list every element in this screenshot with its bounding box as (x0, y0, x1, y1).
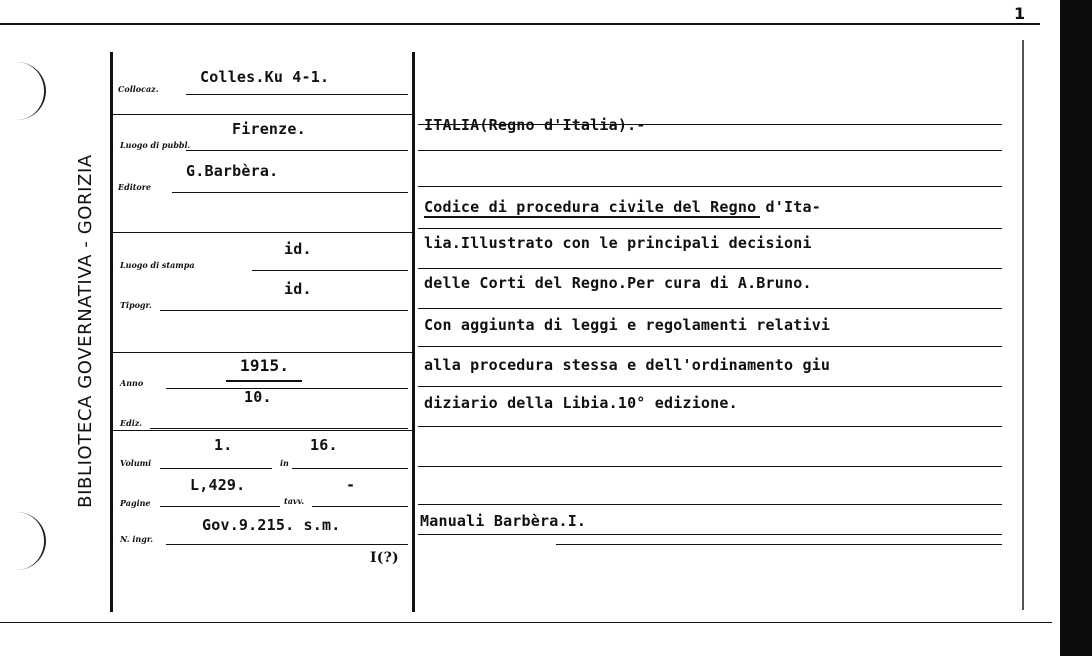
tavole-rule (312, 506, 408, 507)
volumi-value: 1. (214, 436, 233, 454)
n-ingr-value: Gov.9.215. s.m. (202, 516, 341, 534)
title-line-3: delle Corti del Regno.Per cura di A.Bruno. (424, 274, 812, 292)
card-right-border (1022, 40, 1024, 610)
title-line-5: alla procedura stessa e dell'ordinamento giu (424, 356, 831, 374)
group-sep-1 (112, 114, 412, 115)
anno-label: Anno (120, 378, 144, 388)
desc-rule-5 (418, 268, 1002, 269)
group-sep-2 (112, 232, 412, 233)
tavole-label: tavv. (284, 496, 305, 506)
volumi-label: Volumi (120, 458, 152, 468)
luogo-pubbl-rule (186, 150, 408, 151)
desc-rule-9 (418, 426, 1002, 427)
edizione-value: 10. (244, 388, 272, 406)
pagine-value: L,429. (190, 476, 246, 494)
card-bottom-border (0, 622, 1052, 623)
edizione-rule (150, 428, 408, 429)
title-underline (424, 216, 760, 218)
card-top-border (0, 23, 1040, 25)
desc-rule-10 (418, 466, 1002, 467)
anno-rule (166, 388, 408, 389)
title-line-1: Codice di procedura civile del Regno d'Ita- (424, 198, 821, 216)
series-entry: Manuali Barbèra.I. (420, 512, 587, 530)
volumi-rule (160, 468, 272, 469)
punch-hole-top (0, 62, 46, 120)
card-right-edge (1060, 0, 1092, 656)
desc-rule-7 (418, 346, 1002, 347)
group-sep-3 (112, 352, 412, 353)
desc-rule-12 (556, 544, 1002, 545)
pagine-label: Pagine (120, 498, 151, 508)
tipografo-value: id. (284, 280, 312, 298)
luogo-stampa-rule (252, 270, 408, 271)
pagine-rule (160, 506, 280, 507)
desc-rule-4 (418, 228, 1002, 229)
desc-rule-11 (418, 504, 1002, 505)
desc-rule-13 (418, 534, 1002, 535)
n-ingr-label: N. ingr. (120, 534, 154, 544)
corner-mark: 1 (1014, 4, 1026, 23)
desc-rule-8 (418, 386, 1002, 387)
edizione-label: Ediz. (120, 418, 143, 428)
title-line-2: lia.Illustrato con le principali decisioni (424, 234, 812, 252)
in-value: 16. (310, 436, 338, 454)
collocazione-label: Collocaz. (118, 84, 159, 94)
title-line-6: diziario della Libia.10° edizione. (424, 394, 738, 412)
luogo-stampa-value: id. (284, 240, 312, 258)
luogo-pubbl-value: Firenze. (232, 120, 306, 138)
group-sep-4 (112, 430, 412, 431)
library-name: BIBLIOTECA GOVERNATIVA - GORIZIA (75, 154, 96, 508)
desc-rule-6 (418, 308, 1002, 309)
luogo-pubbl-label: Luogo di pubbl. (120, 140, 191, 150)
in-rule (292, 468, 408, 469)
editore-value: G.Barbèra. (186, 162, 279, 180)
editore-label: Editore (118, 182, 152, 192)
tavole-value: - (346, 476, 356, 494)
left-column-rule (110, 52, 113, 612)
collocazione-rule (186, 94, 408, 95)
title-line-4: Con aggiunta di leggi e regolamenti relativi (424, 316, 831, 334)
tipografo-rule (160, 310, 408, 311)
heading-entry: ITALIA(Regno d'Italia).- (424, 116, 646, 134)
collocazione-value: Colles.Ku 4-1. (200, 68, 330, 86)
editore-rule (172, 192, 408, 193)
desc-rule-3 (418, 186, 1002, 187)
desc-rule-2 (418, 150, 1002, 151)
anno-value: 1915. (240, 356, 290, 375)
luogo-stampa-label: Luogo di stampa (120, 260, 195, 270)
middle-column-rule (412, 52, 415, 612)
punch-hole-bottom (0, 512, 46, 570)
n-ingr-rule (166, 544, 408, 545)
shelf-mark: I(?) (370, 550, 399, 566)
in-label: in (280, 458, 289, 468)
anno-underline (226, 380, 302, 382)
tipografo-label: Tipogr. (120, 300, 152, 310)
